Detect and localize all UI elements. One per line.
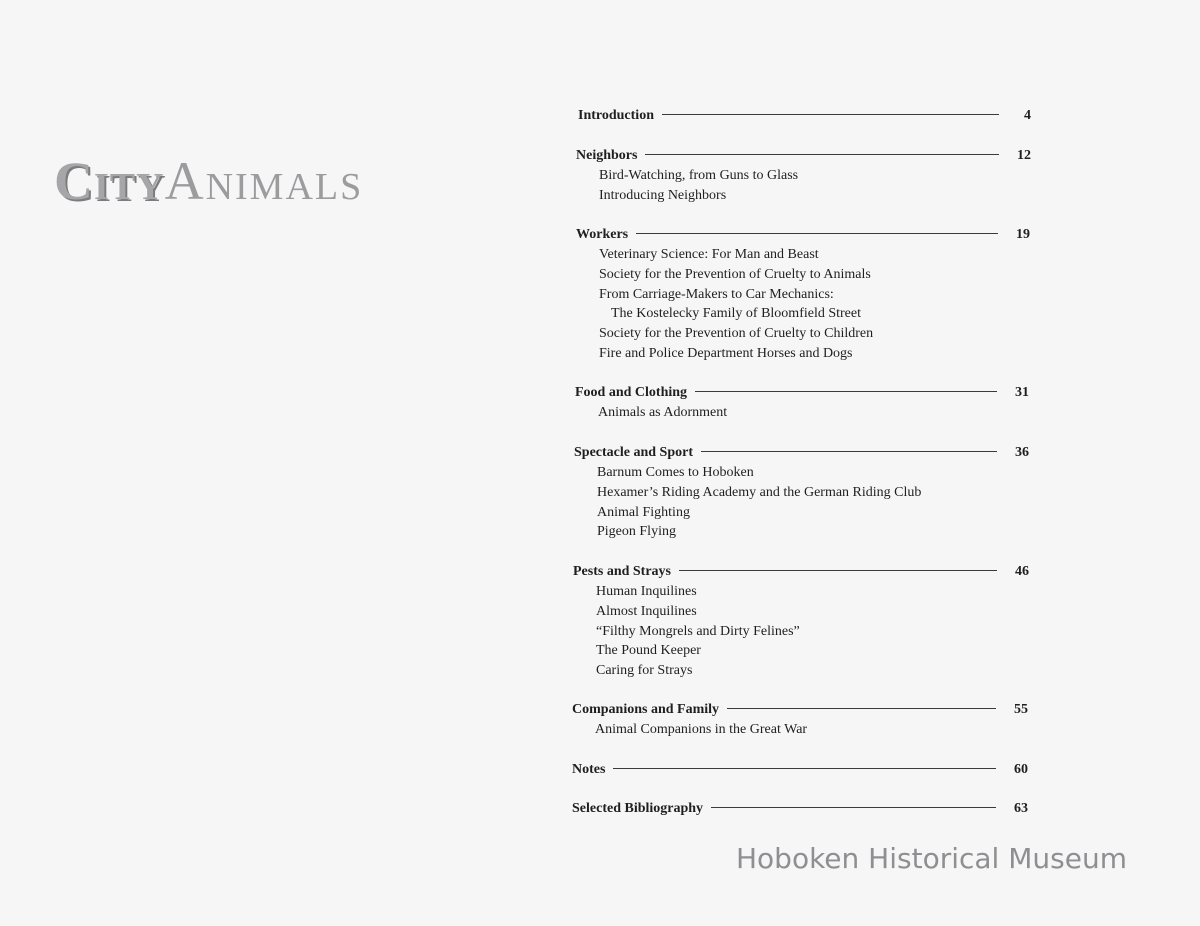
page-number: 12	[1017, 148, 1031, 163]
title-word-city: City	[54, 151, 165, 211]
toc-heading: Companions and Family	[572, 702, 720, 717]
page-number: 19	[1016, 227, 1030, 242]
toc-subentry: Pigeon Flying	[597, 524, 676, 540]
toc-entry	[572, 760, 1028, 780]
leader-rule	[727, 708, 996, 709]
toc-entry	[574, 443, 1029, 542]
title-word-animals: Animals	[164, 151, 364, 211]
toc-heading: Food and Clothing	[575, 385, 688, 400]
toc-subentry: From Carriage-Makers to Car Mechanics:	[599, 286, 834, 302]
toc-heading-row	[578, 106, 1031, 126]
page-number: 36	[1015, 445, 1029, 460]
leader-rule	[613, 768, 996, 769]
toc-entry	[576, 146, 1031, 206]
page-number: 60	[1014, 762, 1028, 777]
leader-rule	[662, 114, 999, 115]
page-number: 4	[1024, 108, 1031, 123]
page-number: 31	[1015, 385, 1029, 400]
toc-subentry: “Filthy Mongrels and Dirty Felines”	[596, 623, 800, 639]
toc-subentry: Human Inquilines	[596, 584, 697, 599]
toc-subentry: Caring for Strays	[596, 663, 693, 679]
toc-subentry: Hexamer’s Riding Academy and the German Riding Club	[597, 484, 922, 500]
toc-subentry: Animal Fighting	[597, 504, 690, 520]
toc-heading: Notes	[572, 762, 606, 777]
toc-heading: Workers	[576, 227, 629, 242]
toc-heading-row	[574, 443, 1029, 463]
toc-heading: Pests and Strays	[573, 564, 672, 579]
toc-subentry: The Kostelecky Family of Bloomfield Street	[611, 306, 862, 322]
toc-heading-row	[572, 799, 1028, 819]
page-number: 63	[1014, 801, 1028, 816]
toc-subentry: Introducing Neighbors	[599, 187, 727, 203]
toc-entry	[572, 700, 1028, 740]
leader-rule	[701, 451, 997, 452]
toc-subentry: Barnum Comes to Hoboken	[597, 465, 754, 480]
toc-heading-row	[572, 760, 1028, 780]
toc-heading-row	[573, 562, 1029, 582]
toc-entry	[572, 799, 1028, 819]
toc-entry	[576, 225, 1030, 364]
toc-heading: Spectacle and Sport	[574, 445, 693, 460]
toc-heading: Neighbors	[576, 148, 638, 163]
toc-subentry: Bird-Watching, from Guns to Glass	[599, 168, 799, 183]
watermark: Hoboken Historical Museum	[736, 842, 1127, 875]
toc-heading-row	[575, 383, 1029, 403]
leader-rule	[645, 154, 999, 155]
toc-heading: Selected Bibliography	[572, 801, 704, 816]
toc-heading-row	[576, 225, 1030, 245]
toc-entry	[573, 562, 1029, 681]
toc-entry	[578, 106, 1031, 126]
page-number: 46	[1015, 564, 1029, 579]
toc-entry	[575, 383, 1029, 423]
toc-subentry: Veterinary Science: For Man and Beast	[599, 247, 819, 262]
page-number: 55	[1014, 702, 1028, 717]
leader-rule	[679, 570, 997, 571]
toc-heading: Introduction	[578, 108, 654, 123]
toc-subentry: Animal Companions in the Great War	[595, 722, 808, 737]
toc-heading-row	[572, 700, 1028, 720]
leader-rule	[695, 391, 997, 392]
leader-rule	[711, 807, 996, 808]
toc-subentry: Animals as Adornment	[598, 405, 728, 420]
leader-rule	[636, 233, 998, 234]
toc-subentry: Society for the Prevention of Cruelty to Children	[599, 326, 874, 342]
toc-subentry: Almost Inquilines	[596, 603, 697, 619]
toc-subentry: Fire and Police Department Horses and Dogs	[599, 345, 853, 361]
toc-subentry: Society for the Prevention of Cruelty to Animals	[599, 266, 871, 282]
toc-heading-row	[576, 146, 1031, 166]
toc-subentry: The Pound Keeper	[596, 643, 701, 659]
